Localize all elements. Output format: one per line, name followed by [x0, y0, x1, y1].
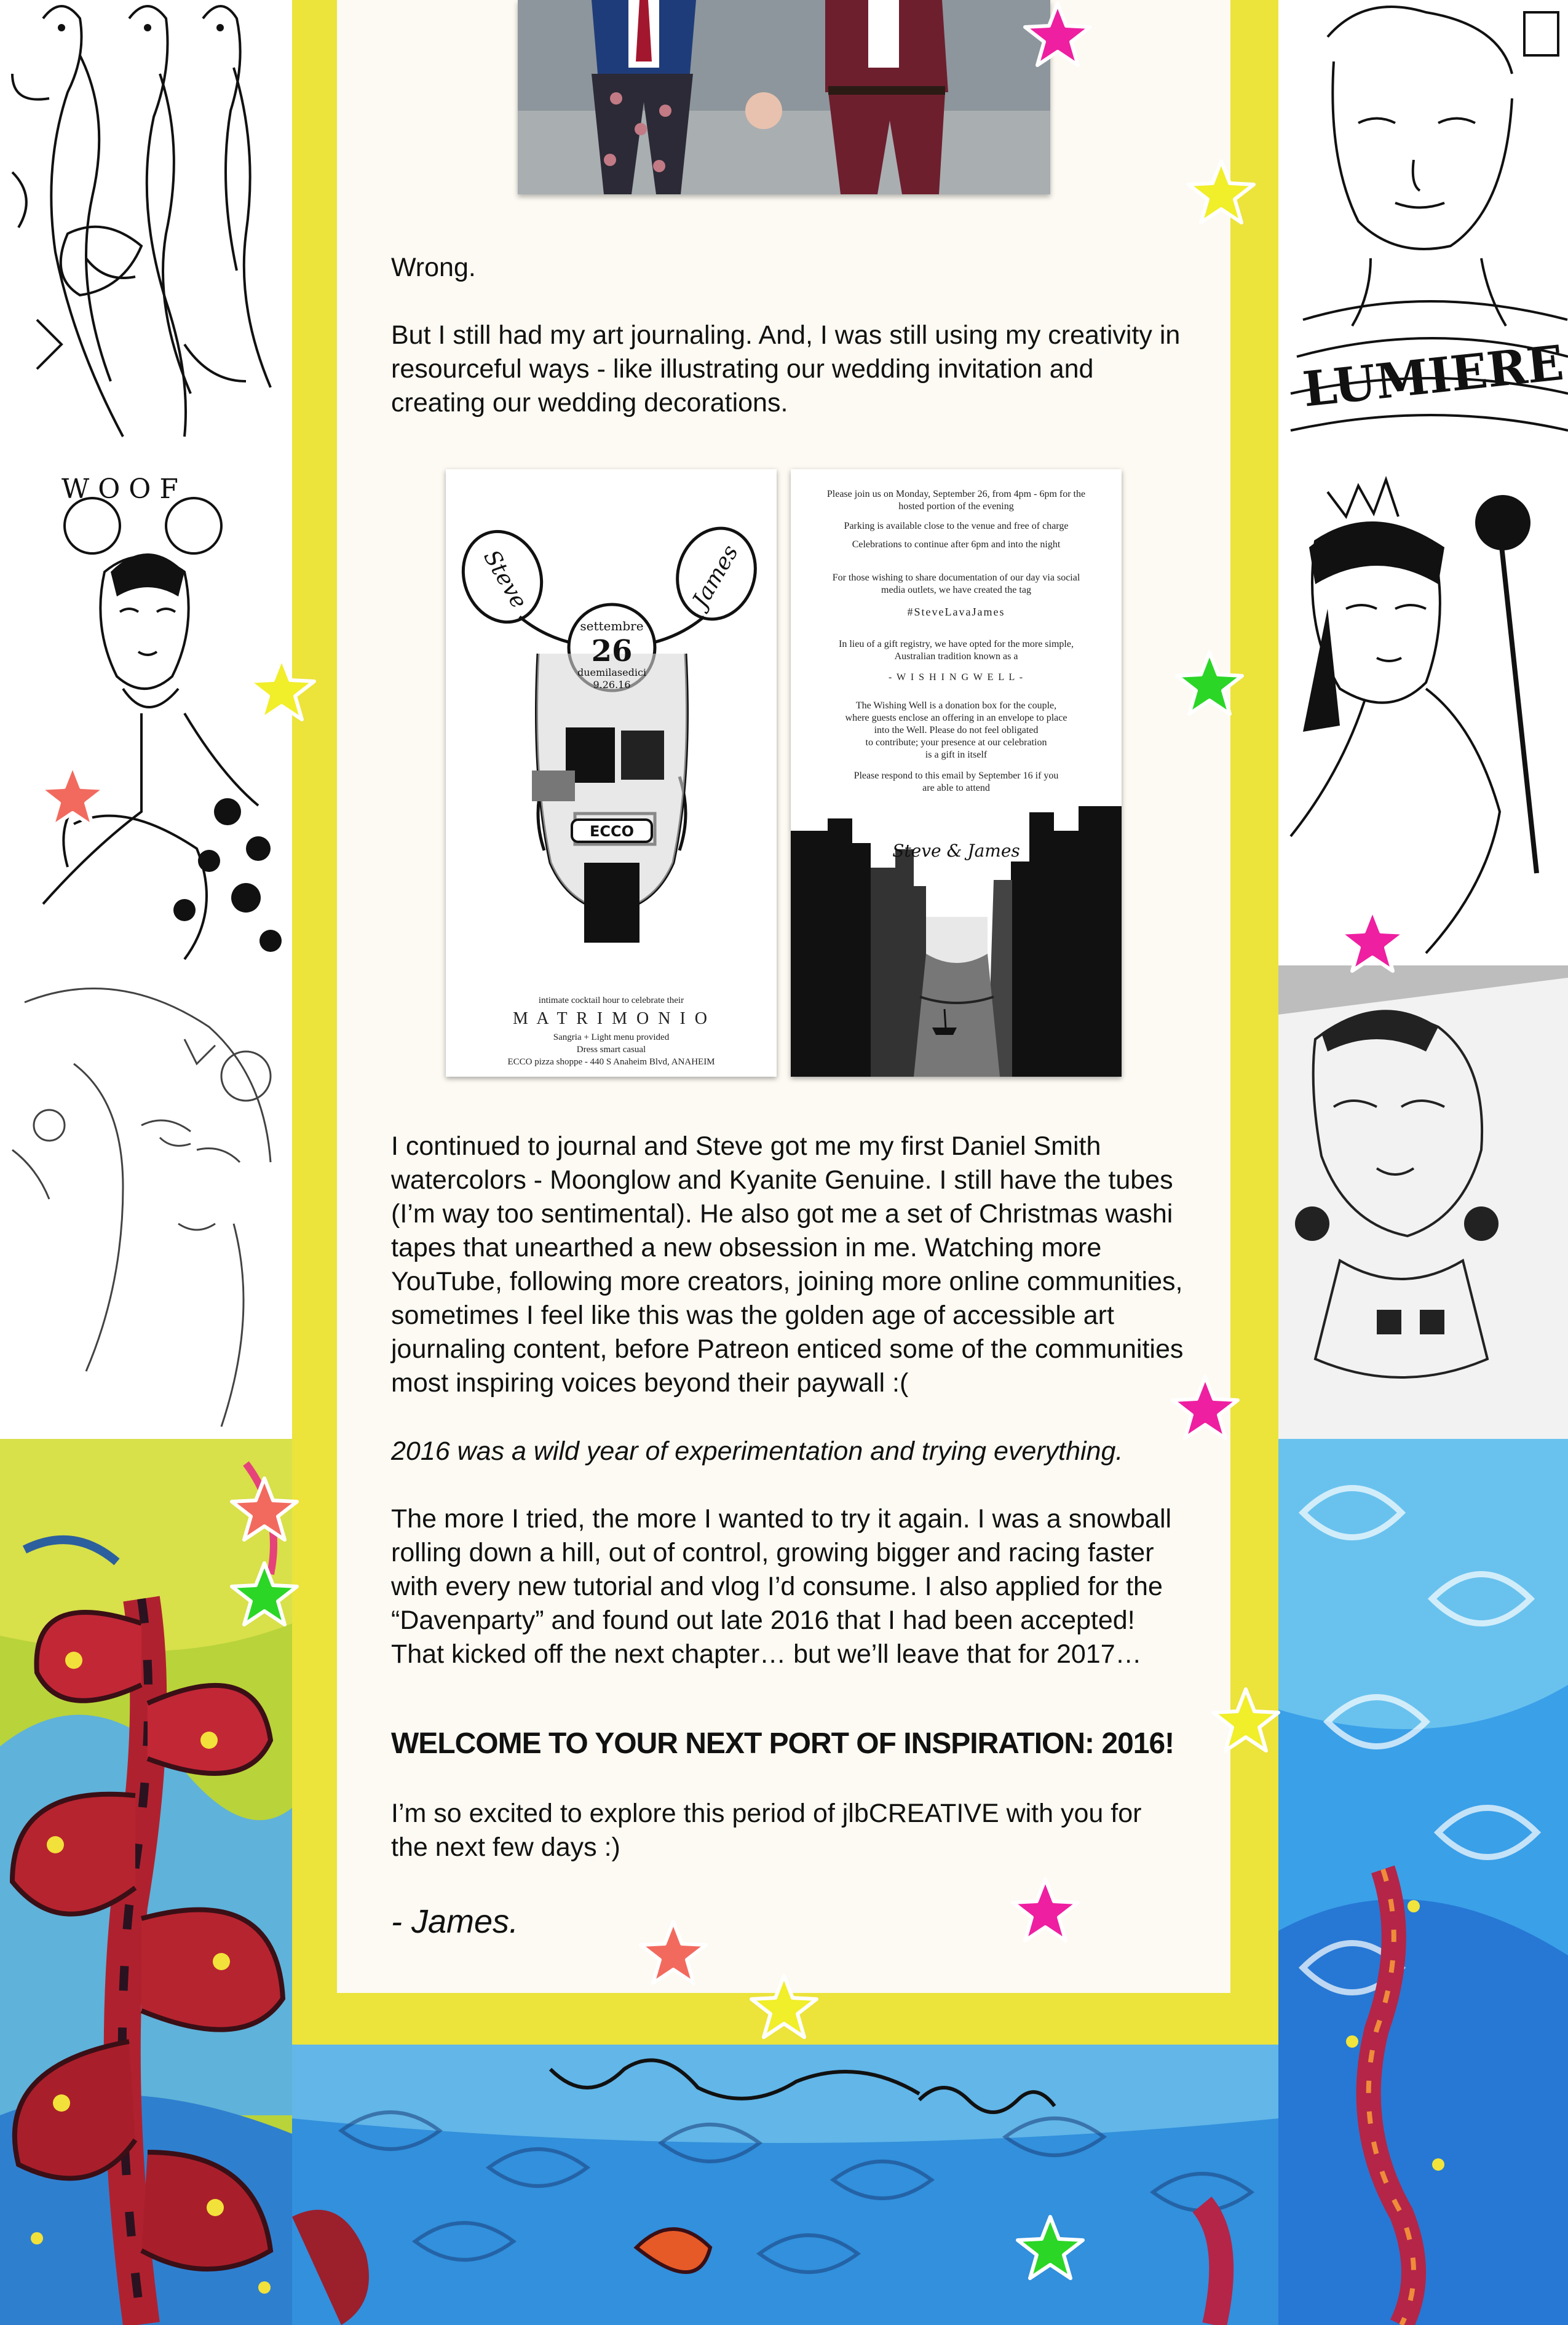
mirror-left-name: Steve: [478, 545, 532, 613]
back-line-14: to contribute; your presence at our celebration: [865, 737, 1047, 748]
crown-girl-sketch: [1278, 455, 1568, 965]
front-line-3: Sangria + Light menu provided: [553, 1032, 670, 1042]
back-line-3: Parking is available close to the venue and free of charge: [844, 521, 1069, 531]
paragraph-snowball: The more I tried, the more I wanted to try it again. I was a snowball rolling down a hill, out of control, growing bigger and racing faster with every new tutorial and vlog I’d consume. I also applied for the “Davenparty” and found out late 2016 that I had been accepted! That kicked off the next chapter… but we’ll leave that for 2017…: [391, 1504, 1172, 1669]
woof-lettering: W O O F: [61, 473, 178, 505]
back-line-11: The Wishing Well is a donation box for the couple,: [855, 700, 1057, 711]
wedding-photo: [518, 0, 1050, 194]
back-line-8: In lieu of a gift registry, we have opted for the more simple,: [839, 639, 1074, 649]
signature: - James.: [391, 1903, 519, 1940]
star-icon: [1021, 0, 1095, 71]
mirror-right-name: James: [687, 541, 743, 612]
skull-earring-girl-sketch: [1278, 965, 1568, 1439]
date-weekday: duemilasedici: [577, 667, 647, 678]
back-line-16: Please respond to this email by September 16 if you: [853, 770, 1059, 781]
star-icon: [1336, 906, 1409, 976]
welcome-heading: WELCOME TO YOUR NEXT PORT OF INSPIRATION: 2016!: [391, 1727, 1174, 1760]
right-painted-journal-page: [1278, 1439, 1568, 2325]
back-line-1: Please join us on Monday, September 26, from 4pm - 6pm for the: [826, 489, 1086, 499]
wedding-invitation-back: [791, 469, 1122, 1077]
back-line-2: hosted portion of the evening: [898, 501, 1014, 512]
date-short: 9.26.16: [593, 679, 631, 691]
back-line-12: where guests enclose an offering in an envelope to place: [845, 713, 1067, 723]
lace-face-sketch: [0, 965, 292, 1439]
paragraph-wrong: Wrong.: [391, 253, 476, 282]
star-icon: [1013, 2213, 1087, 2284]
scooter-plate: ECCO: [589, 823, 635, 840]
back-line-13: into the Well. Please do not feel obligated: [874, 725, 1039, 735]
star-icon: [1173, 649, 1246, 719]
star-icon: [228, 1475, 301, 1545]
date-month: settembre: [580, 619, 644, 633]
back-line-9: Australian tradition known as a: [894, 651, 1018, 662]
front-line-5: ECCO pizza shoppe - 440 S Anaheim Blvd, ANAHEIM: [507, 1057, 715, 1067]
star-icon: [1008, 1875, 1082, 1946]
star-icon: [245, 654, 319, 725]
paragraph-art-journaling: But I still had my art journaling. And, I was still using my creativity in resourceful ways - like illustrating our wedding invitation and creating our wedding decorations.: [391, 320, 1181, 418]
star-icon: [747, 1972, 821, 2043]
paragraph-daniel-smith: I continued to journal and Steve got me my first Daniel Smith watercolors - Moonglow and Kyanite Genuine. I still have the tubes (I’m way too sentimental). He also got me a set of Christmas washi tapes that unearthed a new obsession in me. Watching more YouTube, following more creators, joining more online communities, sometimes I feel like this was the golden age of accessible art journaling content, before Patreon enticed some of the communities most inspiring voices beyond their paywall :(: [391, 1131, 1184, 1398]
lumiere-lettering: LUMIERE: [1300, 335, 1566, 418]
back-line-5: For those wishing to share documentation of our day via social: [832, 572, 1080, 583]
front-line-1: intimate cocktail hour to celebrate their: [538, 996, 684, 1005]
back-line-17: are able to attend: [922, 783, 990, 793]
back-wishing-well: - W I S H I N G W E L L -: [888, 672, 1024, 683]
bottom-painted-journal-page: [292, 2045, 1278, 2325]
mermaid-sketch: [0, 0, 292, 455]
paragraph-2016-experimentation: 2016 was a wild year of experimentation and trying everything.: [391, 1436, 1123, 1466]
star-icon: [636, 1918, 710, 1989]
back-line-6: media outlets, we have created the tag: [881, 585, 1031, 595]
star-icon: [36, 761, 109, 832]
lumiere-boy-sketch: [1278, 0, 1568, 455]
back-names: Steve & James: [892, 841, 1020, 861]
back-line-4: Celebrations to continue after 6pm and into the night: [852, 539, 1061, 550]
front-line-4: Dress smart casual: [576, 1045, 646, 1055]
star-icon: [1168, 1373, 1242, 1444]
back-hashtag: #SteveLavaJames: [907, 606, 1005, 618]
paragraph-excited: I’m so excited to explore this period of jlbCREATIVE with you for the next few days :): [391, 1799, 1142, 1862]
venice-canal-illustration: [791, 794, 1122, 1077]
date-day: 26: [591, 634, 633, 668]
star-icon: [1184, 157, 1258, 228]
star-icon: [1209, 1685, 1283, 1756]
wedding-invitation-front: [446, 469, 777, 1077]
star-icon: [228, 1559, 301, 1630]
front-line-2: M A T R I M O N I O: [512, 1009, 710, 1028]
back-line-15: is a gift in itself: [925, 750, 988, 760]
